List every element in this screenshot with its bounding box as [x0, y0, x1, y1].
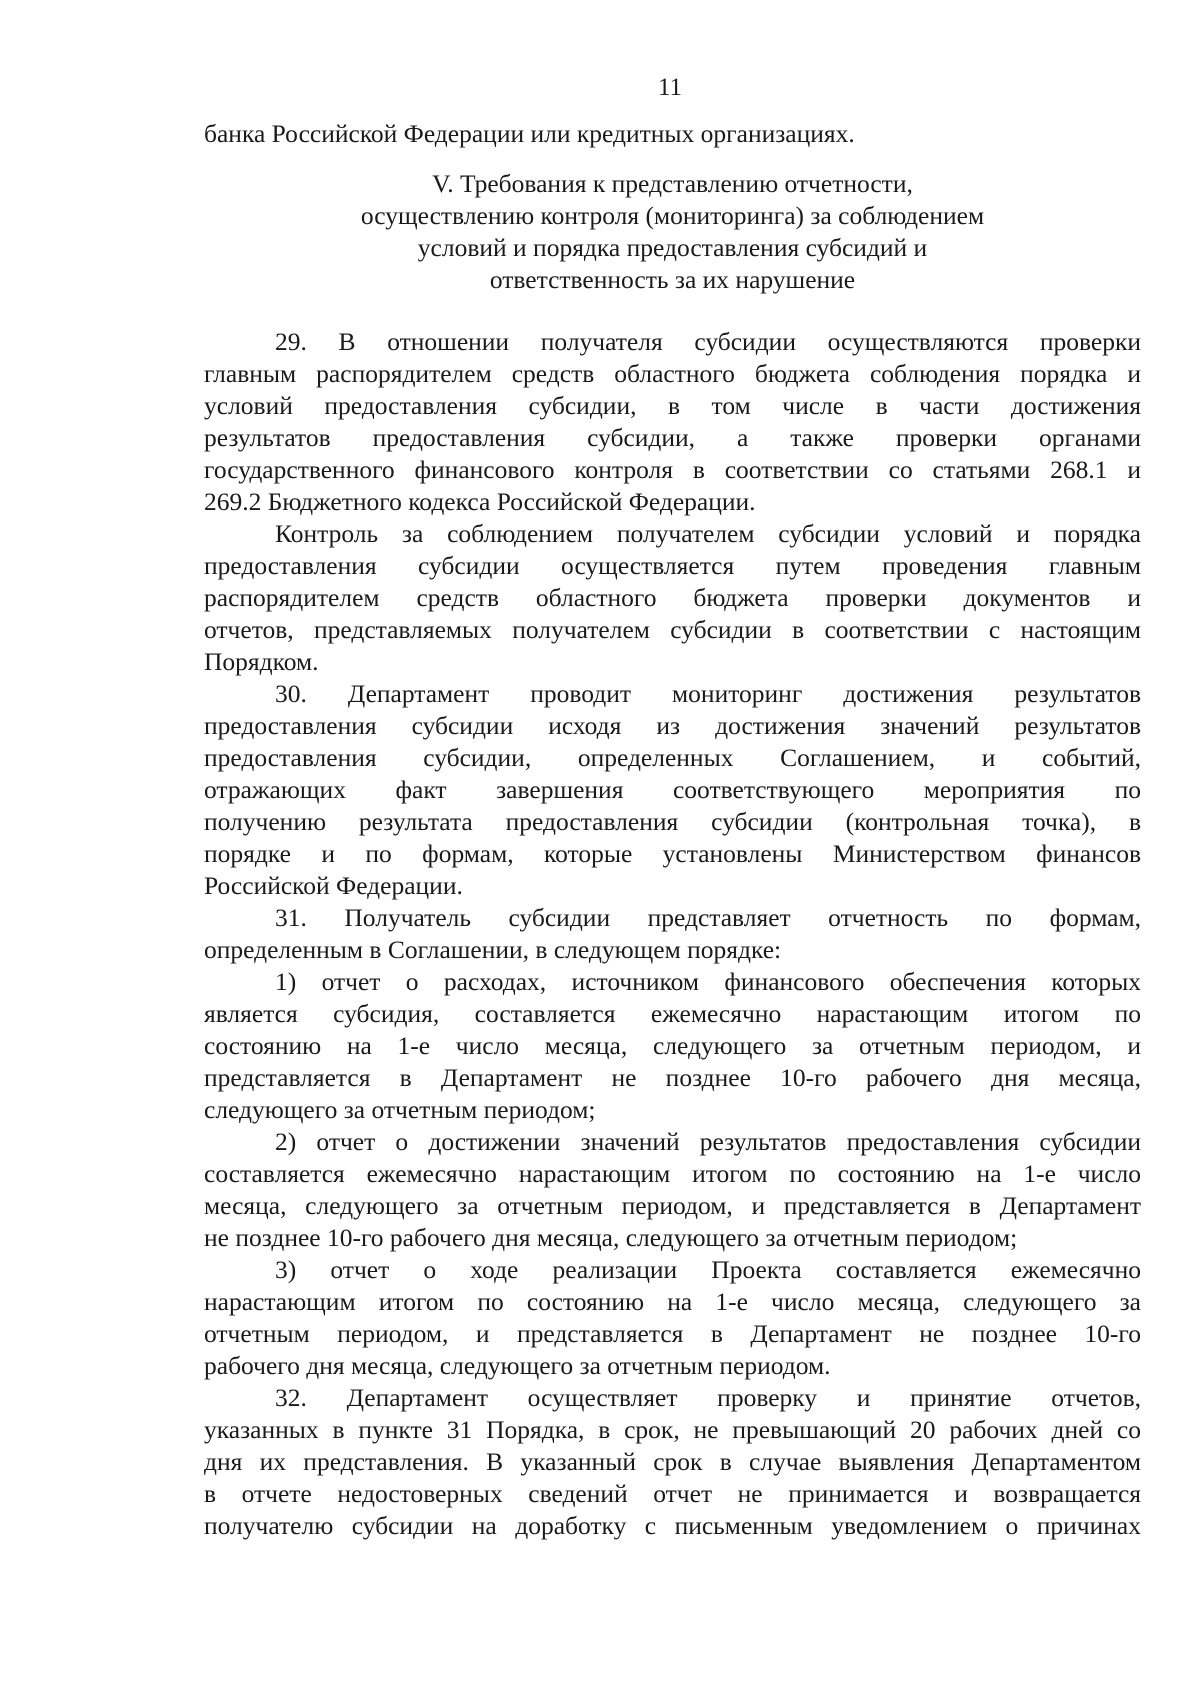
section-heading [204, 168, 1141, 296]
paragraph-31-item-1 [204, 966, 1141, 1126]
text-line: определенным в Соглашении, в следующем порядке: [204, 935, 782, 964]
text-line: является субсидия, составляется ежемесячно нарастающим итогом по [204, 999, 1141, 1028]
document-body [204, 118, 1141, 1542]
text-line: Российской Федерации. [204, 871, 463, 900]
paragraph-control [204, 518, 1141, 678]
paragraph-32 [204, 1382, 1141, 1542]
heading-line: осуществлению контроля (мониторинга) за соблюдением [360, 201, 985, 230]
text-line: 32. Департамент осуществляет проверку и принятие отчетов, [275, 1383, 1141, 1412]
page-number: 11 [657, 74, 683, 101]
text-line: отражающих факт завершения соответствующего мероприятия по [204, 775, 1141, 804]
text-line: 1) отчет о расходах, источником финансового обеспечения которых [275, 967, 1141, 996]
text-line: условий предоставления субсидии, в том числе в части достижения [204, 391, 1141, 420]
text-line: государственного финансового контроля в соответствии со статьями 268.1 и [204, 455, 1141, 484]
text-line: распорядителем средств областного бюджета проверки документов и [204, 583, 1141, 612]
paragraph-30 [204, 678, 1141, 902]
text-line: 269.2 Бюджетного кодекса Российской Федерации. [204, 487, 756, 516]
text-line: 31. Получатель субсидии представляет отчетность по формам, [275, 903, 1141, 932]
text-line: 30. Департамент проводит мониторинг достижения результатов [275, 679, 1141, 708]
paragraph-31 [204, 902, 1141, 966]
text-line: следующего за отчетным периодом; [204, 1095, 596, 1124]
text-line: Контроль за соблюдением получателем субсидии условий и порядка [275, 519, 1141, 548]
text-line: 2) отчет о достижении значений результатов предоставления субсидии [275, 1127, 1141, 1156]
text-line: в отчете недостоверных сведений отчет не принимается и возвращается [204, 1479, 1141, 1508]
paragraph-29 [204, 326, 1141, 518]
text-line: 29. В отношении получателя субсидии осуществляются проверки [275, 327, 1141, 356]
text-line: представляется в Департамент не позднее 10-го рабочего дня месяца, [204, 1063, 1141, 1092]
text-line: месяца, следующего за отчетным периодом, и представляется в Департамент [204, 1191, 1141, 1220]
heading-line: V. Требования к представлению отчетности, [432, 169, 913, 198]
text-line: отчетным периодом, и представляется в Департамент не позднее 10-го [204, 1319, 1141, 1348]
text-line: получению результата предоставления субсидии (контрольная точка), в [204, 807, 1141, 836]
heading-line: условий и порядка предоставления субсидий и [417, 233, 928, 262]
heading-line: ответственность за их нарушение [489, 265, 856, 294]
text-line: порядке и по формам, которые установлены Министерством финансов [204, 839, 1141, 868]
text-line: предоставления субсидии осуществляется путем проведения главным [204, 551, 1141, 580]
text-line: нарастающим итогом по состоянию на 1-е число месяца, следующего за [204, 1287, 1141, 1316]
text-line: предоставления субсидии, определенных Соглашением, и событий, [204, 743, 1141, 772]
text-line: состоянию на 1-е число месяца, следующего за отчетным периодом, и [204, 1031, 1141, 1060]
paragraph-31-item-3 [204, 1254, 1141, 1382]
text-line: 3) отчет о ходе реализации Проекта составляется ежемесячно [275, 1255, 1141, 1284]
text-line: отчетов, представляемых получателем субсидии в соответствии с настоящим [204, 615, 1141, 644]
text-line: указанных в пункте 31 Порядка, в срок, не превышающий 20 рабочих дней со [204, 1415, 1141, 1444]
text-line: предоставления субсидии исходя из достижения значений результатов [204, 711, 1141, 740]
text-line: рабочего дня месяца, следующего за отчетным периодом. [204, 1351, 831, 1380]
text-line: составляется ежемесячно нарастающим итогом по состоянию на 1-е число [204, 1159, 1141, 1188]
paragraph-31-item-2 [204, 1126, 1141, 1254]
text-line: получателю субсидии на доработку с письменным уведомлением о причинах [204, 1511, 1141, 1540]
intro-line: банка Российской Федерации или кредитных организациях. [204, 119, 855, 148]
text-line: результатов предоставления субсидии, а также проверки органами [204, 423, 1141, 452]
text-line: главным распорядителем средств областного бюджета соблюдения порядка и [204, 359, 1141, 388]
text-line: дня их представления. В указанный срок в случае выявления Департаментом [204, 1447, 1141, 1476]
text-line: Порядком. [204, 647, 319, 676]
text-line: не позднее 10-го рабочего дня месяца, следующего за отчетным периодом; [204, 1223, 1018, 1252]
